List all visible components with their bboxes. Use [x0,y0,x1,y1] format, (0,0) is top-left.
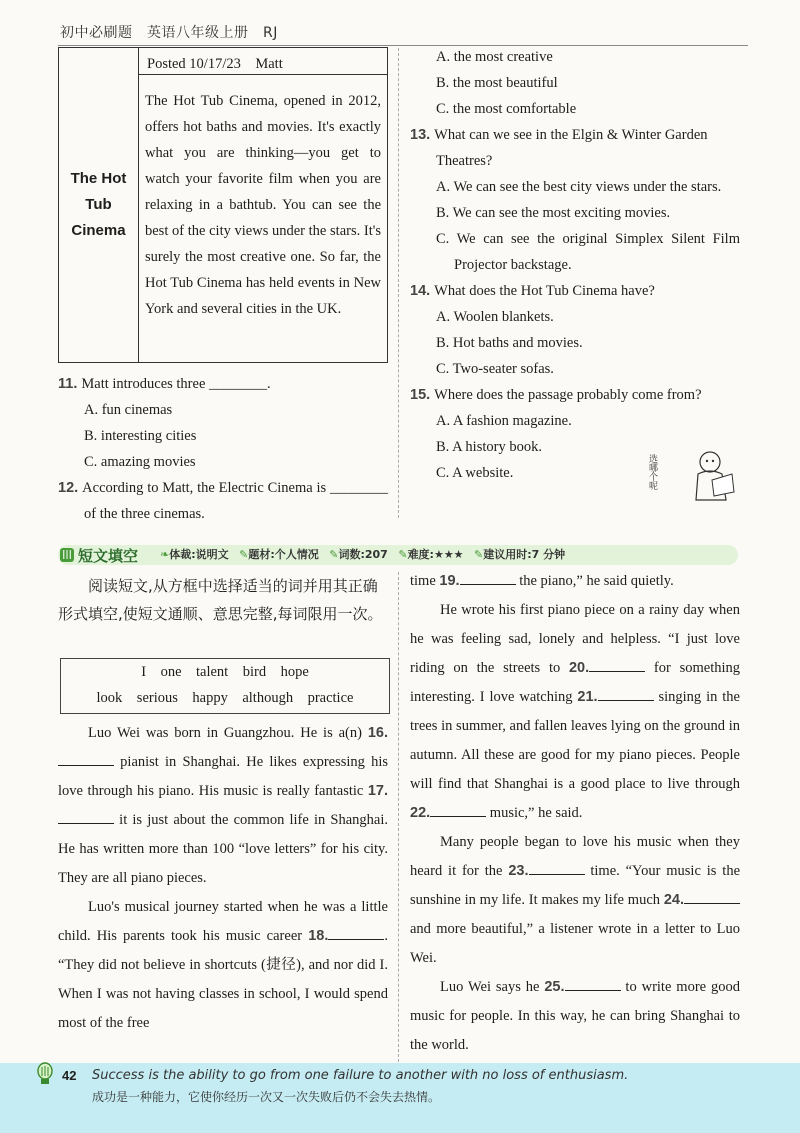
question-12: 12. According to Matt, the Electric Cinema is ________ of the three cinemas. [58,480,388,522]
option: A. Woolen blankets. [436,309,554,325]
section-meta: ❧体裁:说明文 ✎题材:个人情况 ✎词数:207 ✎难度:★★★ ✎建议用时:7 分钟 [160,548,566,561]
option: A. We can see the best city views under the stars. [436,179,722,195]
cloze-paragraph: Luo's musical journey started when he was a little child. His parents took his music career 18. . “They did not believe in shortcuts (捷径), and nor did I. When I was not having classes in school, I would spend most of the free [58,899,388,1031]
answer-blank-24[interactable] [684,889,740,904]
posted-line: Posted 10/17/23 Matt [139,48,387,75]
pen-icon: ✎ [239,548,249,561]
section-icon: ||| [60,548,74,562]
thinking-figure-illustration [647,440,738,510]
lightbulb-icon [36,1062,54,1086]
cloze-paragraph: Luo Wei was born in Guangzhou. He is a(n) 16. pianist in Shanghai. He likes expressing his love through his piano. His music is really fantastic 17. it is just about the common life in Shanghai. He has written more than 100 “love letters” for his city. They are all piano pieces. [58,725,388,886]
footer-quote-chinese: 成功是一种能力，它使你经历一次又一次失败后仍不会失去热情。 [92,1090,441,1104]
option: A. A fashion magazine. [436,413,572,429]
cloze-right [410,567,740,1060]
question-14: 14. What does the Hot Tub Cinema have? [410,283,655,299]
option: A. the most creative [436,49,553,65]
section-title: ||| 短文填空 [60,543,138,567]
passage-text: The Hot Tub Cinema, opened in 2012, offers hot baths and movies. It's exactly what you are thinking—you get to watch your favorite film when you are relaxing in a bathtub. You can see the best of the city views under the stars. It's surely the most creative one. So far, the Hot Tub Cinema has held events in New York and several cities in the UK. [145,93,381,317]
cloze-paragraph: He wrote his first piano piece on a rainy day when he was feeling sad, lonely and helpless. “I just love riding on the streets to 20. for something interesting. I love watching 21. singing in the trees in summer, and fallen leaves lying on the ground in autumn. All these are good for my piano pieces. People will find that Shanghai is a good place to live through 22. music,” he said. [410,602,741,821]
cloze-left [58,719,388,1038]
option: C. A website. [436,465,514,481]
instructions: 阅读短文,从方框中选择适当的词并用其正确形式填空,使短文通顺、意思完整,每词限用一次。 [58,577,383,623]
cinema-name-line: Tub [85,196,112,213]
answer-blank-21[interactable] [598,686,654,701]
answer-blank-18[interactable] [328,925,384,940]
answer-blank-17[interactable] [58,809,114,824]
question-13: 13. What can we see in the Elgin & Winter Garden Theatres? [410,127,708,169]
cinema-name-line: Cinema [71,222,126,239]
option: A. fun cinemas [84,402,173,418]
cinema-name-cell [59,48,139,362]
option: C. We can see the original Simplex Silent Film Projector backstage. [436,231,740,273]
option: C. the most comfortable [436,101,577,117]
cloze-paragraph: time 19. the piano,” he said quietly. [410,567,740,596]
cloze-paragraph: Luo Wei says he 25. to write more good music for people. In this way, he can bring Shanghai to the world. [410,973,740,1060]
question-15: 15. Where does the passage probably come from? [410,387,702,403]
answer-blank-22[interactable] [430,802,486,817]
pen-icon: ✎ [398,548,408,561]
page-header-title: 初中必刷题 英语八年级上册 RJ [60,25,278,41]
pen-icon: ✎ [474,548,484,561]
doodle-caption: 选哪个呢 [647,454,657,490]
answer-blank-23[interactable] [529,860,585,875]
page-number: 42 [62,1068,77,1083]
questions-right [410,44,740,486]
questions-left [58,371,388,527]
word-box [60,658,390,714]
footer-quote: Success is the ability to go from one failure to another with no loss of enthusiasm. [92,1068,629,1083]
pen-icon: ✎ [329,548,339,561]
answer-blank-16[interactable] [58,751,114,766]
word-box-row: I one talent bird hope [141,664,309,680]
answer-blank-25[interactable] [565,976,621,991]
passage-table [58,47,388,363]
leaf-icon: ❧ [160,548,170,561]
column-divider [398,48,399,518]
option: C. amazing movies [84,454,196,470]
option: C. Two-seater sofas. [436,361,554,377]
answer-blank-20[interactable] [589,657,645,672]
cloze-paragraph: Many people began to love his music when they heard it for the 23. time. “Your music is the sunshine in my life. It makes my life much 24. and more beautiful,” a listener wrote in a letter to Luo Wei. [410,834,740,966]
question-11: 11. Matt introduces three ________. [58,376,271,392]
option: B. A history book. [436,439,542,455]
option: B. We can see the most exciting movies. [436,205,671,221]
cinema-name-line: The Hot [70,170,127,187]
option: B. interesting cities [84,428,197,444]
option: B. Hot baths and movies. [436,335,583,351]
answer-blank-19[interactable] [460,570,516,585]
option: B. the most beautiful [436,75,558,91]
word-box-row: look serious happy although practice [96,690,354,706]
column-divider-lower [398,572,399,1062]
